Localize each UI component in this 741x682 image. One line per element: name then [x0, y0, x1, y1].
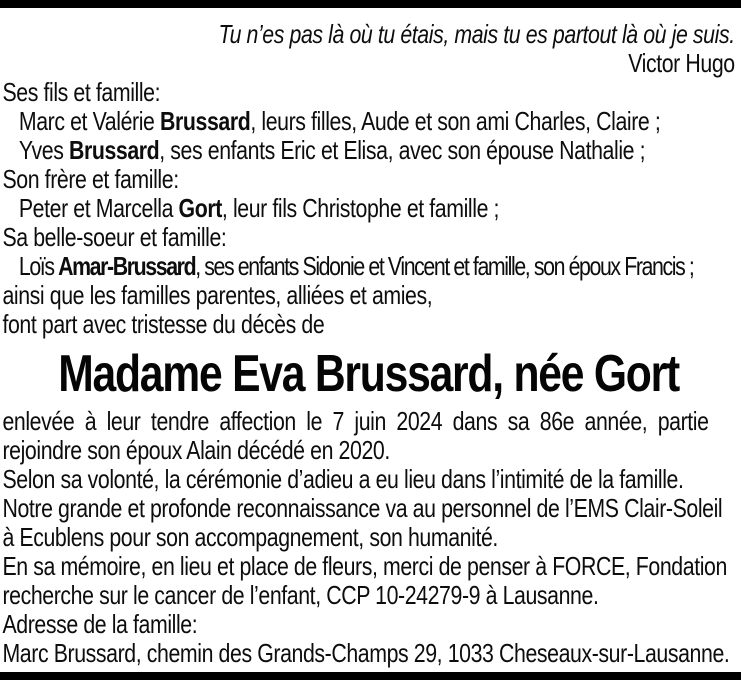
notice-line — [2, 136, 734, 165]
notice-line — [2, 281, 734, 310]
notice-text: Son frère et famille: — [2, 164, 179, 194]
notice-text: , ses enfants Eric et Elisa, avec son épouse Nathalie ; — [159, 135, 646, 165]
notice-line — [2, 581, 734, 610]
notice-text: , leurs filles, Aude et son ami Charles, Claire ; — [250, 106, 661, 136]
family-announcement-lines — [2, 78, 734, 339]
notice-line — [2, 78, 734, 107]
notice-line — [2, 523, 734, 552]
notice-content — [0, 8, 741, 668]
notice-line — [2, 436, 734, 465]
notice-text: En sa mémoire, en lieu et place de fleurs, merci de penser à FORCE, Fondation — [2, 551, 727, 581]
epigraph-quote: Tu n’es pas là où tu étais, mais tu es partout là où je suis. — [218, 19, 735, 49]
notice-line — [2, 107, 734, 136]
notice-text: Peter et Marcella — [18, 193, 179, 223]
notice-text: font part avec tristesse du décès de — [2, 309, 325, 339]
bottom-rule — [0, 672, 741, 680]
notice-text: Notre grande et profonde reconnaissance va au personnel de l’EMS Clair-Soleil — [2, 493, 723, 523]
notice-line — [2, 194, 734, 223]
notice-line — [2, 223, 734, 252]
notice-text: , ses enfants Sidonie et Vincent et famille, son époux Francis ; — [195, 251, 694, 281]
notice-line — [2, 165, 734, 194]
notice-text: Yves — [18, 135, 69, 165]
notice-line — [2, 639, 734, 668]
notice-text: à Ecublens pour son accompagnement, son humanité. — [2, 522, 498, 552]
notice-detail-lines — [2, 407, 734, 668]
notice-text: Ses fils et famille: — [2, 77, 161, 107]
notice-line — [2, 407, 734, 436]
family-name-bold: Brussard — [160, 106, 251, 136]
notice-text: Adresse de la famille: — [2, 609, 198, 639]
family-name-bold: Gort — [178, 193, 222, 223]
epigraph-attribution: Victor Hugo — [628, 48, 735, 78]
notice-text: ainsi que les familles parentes, alliées et amies, — [2, 280, 433, 310]
notice-line — [2, 552, 734, 581]
notice-text: Sa belle-soeur et famille: — [2, 222, 227, 252]
notice-line — [2, 465, 734, 494]
notice-text: Marc Brussard, chemin des Grands-Champs 29, 1033 Cheseaux-sur-Lausanne. — [2, 638, 730, 668]
top-rule — [0, 0, 741, 8]
notice-text: , leur fils Christophe et famille ; — [221, 193, 500, 223]
notice-text: Loïs — [18, 251, 59, 281]
notice-line — [2, 494, 734, 523]
notice-text: enlevée à leur tendre affection le 7 juin 2024 dans sa 86e année, partie — [2, 406, 709, 436]
notice-line — [2, 252, 734, 281]
family-name-bold: Amar-Brussard — [58, 251, 196, 281]
notice-line — [2, 610, 734, 639]
notice-line — [2, 310, 734, 339]
family-name-bold: Brussard — [68, 135, 160, 165]
notice-text: Selon sa volonté, la cérémonie d’adieu a eu lieu dans l’intimité de la famille. — [2, 464, 684, 494]
notice-text: Marc et Valérie — [18, 106, 161, 136]
notice-text: recherche sur le cancer de l’enfant, CCP 10-24279-9 à Lausanne. — [2, 580, 599, 610]
deceased-name-title: Madame Eva Brussard, née Gort — [58, 345, 679, 403]
notice-text: rejoindre son époux Alain décédé en 2020. — [2, 435, 390, 465]
